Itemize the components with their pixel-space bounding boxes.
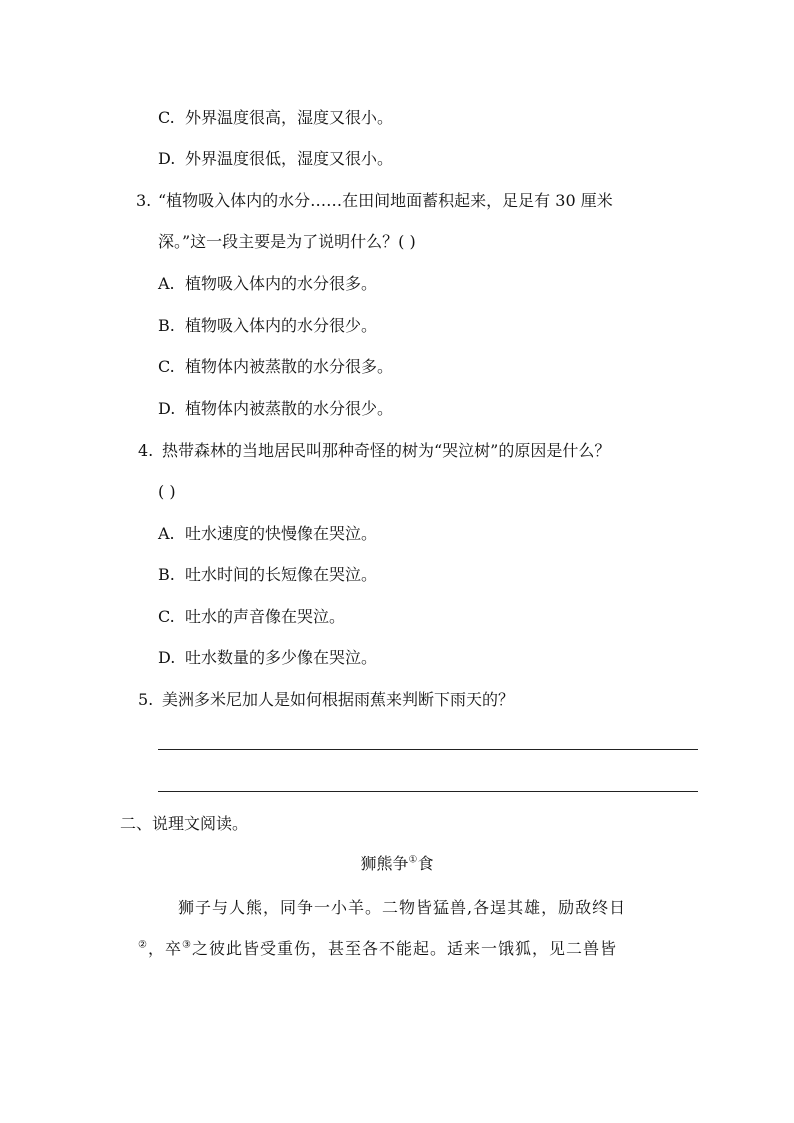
passage-title: [0, 854, 794, 874]
q3-option-a: [158, 274, 377, 294]
q2-option-c-letter: C.: [158, 108, 175, 127]
passage-title-post: 食: [417, 854, 434, 873]
passage-note-3: ③: [181, 939, 192, 951]
q4-option-d-text: 吐水数量的多少像在哭泣。: [185, 648, 378, 667]
q5-number: 5.: [138, 690, 154, 709]
q4-option-d-letter: D.: [158, 648, 176, 667]
q5-stem: 美洲多米尼加人是如何根据雨蕉来判断下雨天的？: [162, 690, 515, 709]
q4-option-a-letter: A.: [158, 524, 175, 543]
q4-number: 4.: [138, 441, 154, 460]
q4-option-b-text: 吐水时间的长短像在哭泣。: [185, 565, 378, 584]
q4-option-c-text: 吐水的声音像在哭泣。: [185, 607, 346, 626]
q4-option-d: [158, 648, 377, 668]
q3-option-b-text: 植物吸入体内的水分很少。: [185, 316, 378, 335]
q3-option-b: [158, 316, 377, 336]
q2-option-c-text: 外界温度很高，湿度又很小。: [185, 108, 394, 127]
q3-option-d-letter: D.: [158, 399, 176, 418]
q3-option-c: [158, 357, 393, 377]
answer-line-1: [158, 749, 698, 750]
passage-line-2-rest: 之彼此皆受重伤，甚至各不能起。适来一饿狐，见二兽皆: [191, 939, 617, 958]
q2-option-d-letter: D.: [158, 149, 176, 168]
q3-option-b-letter: B.: [158, 316, 175, 335]
q4-option-a: [158, 524, 377, 544]
answer-line-2: [158, 791, 698, 792]
passage-line-2: [138, 939, 617, 959]
q3-option-c-letter: C.: [158, 357, 175, 376]
q4-option-b: [158, 565, 377, 585]
q3-number: 3.: [136, 191, 152, 210]
passage-title-pre: 狮熊争: [360, 854, 409, 873]
q4-stem-line1: 热带森林的当地居民叫那种奇怪的树为“哭泣树”的原因是什么？: [162, 441, 611, 460]
q3-option-a-letter: A.: [158, 274, 175, 293]
section-heading: 二、说理文阅读。: [120, 814, 249, 833]
q2-option-c: [158, 108, 393, 128]
q4-stem-line2: ( ): [158, 482, 176, 501]
q3-option-d: [158, 399, 393, 419]
q3-stem-line2: 深。”这一段主要是为了说明什么？( ): [158, 232, 416, 251]
passage-title-note: ①: [408, 854, 418, 866]
q4-option-a-text: 吐水速度的快慢像在哭泣。: [185, 524, 378, 543]
passage-line-1: 狮子与人熊，同争一小羊。二物皆猛兽,各逞其雄，励敌终日: [178, 898, 627, 917]
passage-note-2: ②: [138, 939, 148, 951]
q3-option-d-text: 植物体内被蒸散的水分很少。: [185, 399, 394, 418]
q2-option-d-text: 外界温度很低，湿度又很小。: [185, 149, 394, 168]
q4-option-b-letter: B.: [158, 565, 175, 584]
q4-option-c: [158, 607, 345, 627]
q2-option-d: [158, 149, 393, 169]
q3-option-a-text: 植物吸入体内的水分很多。: [185, 274, 378, 293]
passage-line-2-mid: ，卒: [147, 939, 182, 958]
q3-option-c-text: 植物体内被蒸散的水分很多。: [185, 357, 394, 376]
q3-stem-line1: “植物吸入体内的水分……在田间地面蓄积起来，足足有 30 厘米: [158, 191, 613, 210]
q4-option-c-letter: C.: [158, 607, 175, 626]
